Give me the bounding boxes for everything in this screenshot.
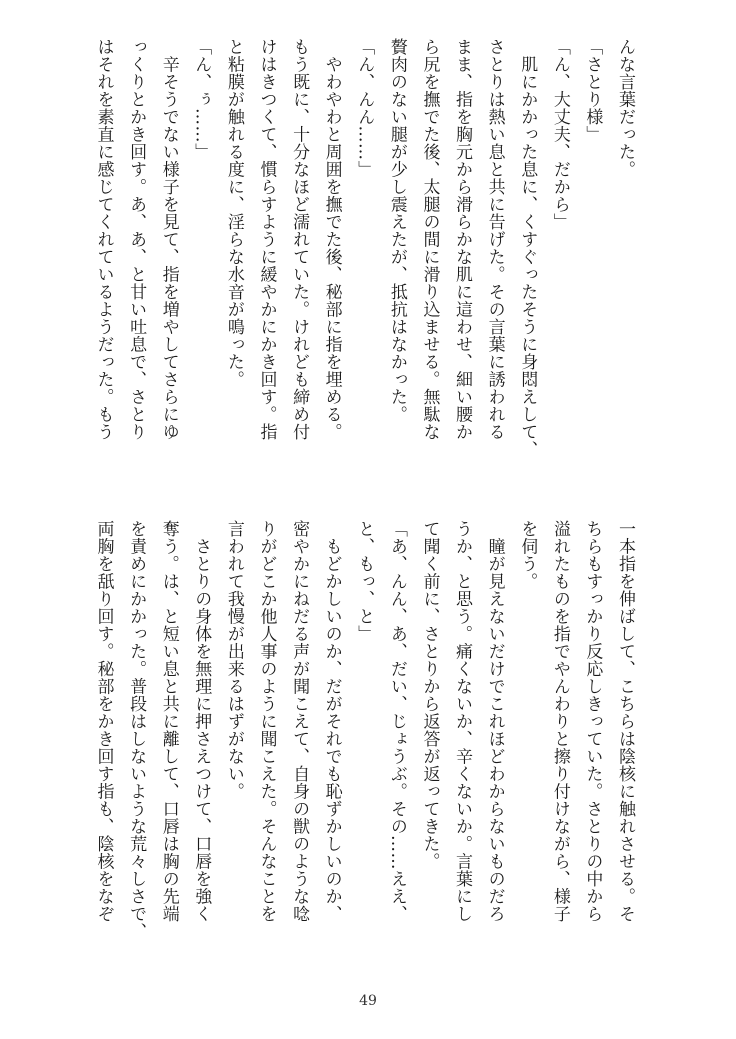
text-line: 肌にかかった息に、くすぐったそうに身悶えして、 — [517, 38, 538, 458]
text-line: っくりとかき回す。あ、あ、と甘い吐息で、さとり — [126, 38, 147, 441]
text-line: 「ん、ぅ……」 — [191, 38, 212, 161]
text-line: 密やかにねだる声が聞こえて、自身の獣のような唸 — [289, 520, 310, 923]
text-line: を伺う。 — [517, 520, 538, 590]
text-line: 溢れたものを指でやんわりと擦り付けながら、様子 — [549, 520, 570, 923]
text-line: もどかしいのか、だがそれでも恥ずかしいのか、 — [321, 520, 342, 923]
text-line: ら尻を撫でた後、太腿の間に滑り込ませる。無駄な — [419, 38, 440, 441]
text-line: まま、指を胸元から滑らかな肌に這わせ、細い腰か — [452, 38, 473, 441]
text-line: 一本指を伸ばして、こちらは陰核に触れさせる。そ — [615, 520, 635, 923]
text-line: 辛そうでない様子を見て、指を増やしてさらにゆ — [158, 38, 179, 441]
text-line: はそれを素直に感じてくれているようだった。もう — [93, 38, 114, 441]
text-line: 贅肉のない腿が少し震えたが、抵抗はなかった。 — [386, 38, 407, 423]
text-line: を責めにかかった。普段はしないような荒々しさで、 — [126, 520, 147, 940]
text-line: 「さとり様」 — [582, 38, 603, 143]
text-line: と粘膜が触れる度に、淫らな水音が鳴った。 — [223, 38, 244, 388]
text-line: 言われて我慢が出来るはずがない。 — [223, 520, 244, 800]
text-block-bottom — [93, 520, 641, 975]
text-line: さとりは熱い息と共に告げた。その言葉に誘われる — [484, 38, 505, 441]
text-line: うか、と思う。痛くないか、辛くないか。言葉にし — [452, 520, 473, 923]
text-line: さとりの身体を無理に押さえつけて、口唇を強く — [191, 520, 212, 923]
text-line: て聞く前に、さとりから返答が返ってきた。 — [419, 520, 440, 870]
text-line: 瞳が見えないだけでこれほどわからないものだろ — [484, 520, 505, 923]
text-block-top — [93, 38, 641, 488]
text-line: 「あ、んん、あ、だい、じょうぶ。その……ええ、 — [386, 520, 407, 923]
text-line: もう既に、十分なほど濡れていた。けれども締め付 — [289, 38, 310, 441]
text-line: 奪う。は、と短い息と共に離して、口唇は胸の先端 — [158, 520, 179, 923]
text-line: 両胸を舐り回す。秘部をかき回す指も、陰核をなぞ — [93, 520, 114, 923]
text-line: と、もっ、と」 — [354, 520, 375, 643]
page-number: 49 — [359, 993, 377, 1009]
text-line: んな言葉だった。 — [615, 38, 635, 178]
text-line: 「ん、大丈夫、だから」 — [549, 38, 570, 231]
text-line: やわやわと周囲を撫でた後、秘部に指を埋める。 — [321, 38, 342, 441]
text-line: 「ん、んん……」 — [354, 38, 375, 178]
text-line: けはきつくて、慣らすように緩やかにかき回す。指 — [256, 38, 277, 441]
text-line: ちらもすっかり反応しきっていた。さとりの中から — [582, 520, 603, 923]
text-line: りがどこか他人事のように聞こえた。そんなことを — [256, 520, 277, 923]
